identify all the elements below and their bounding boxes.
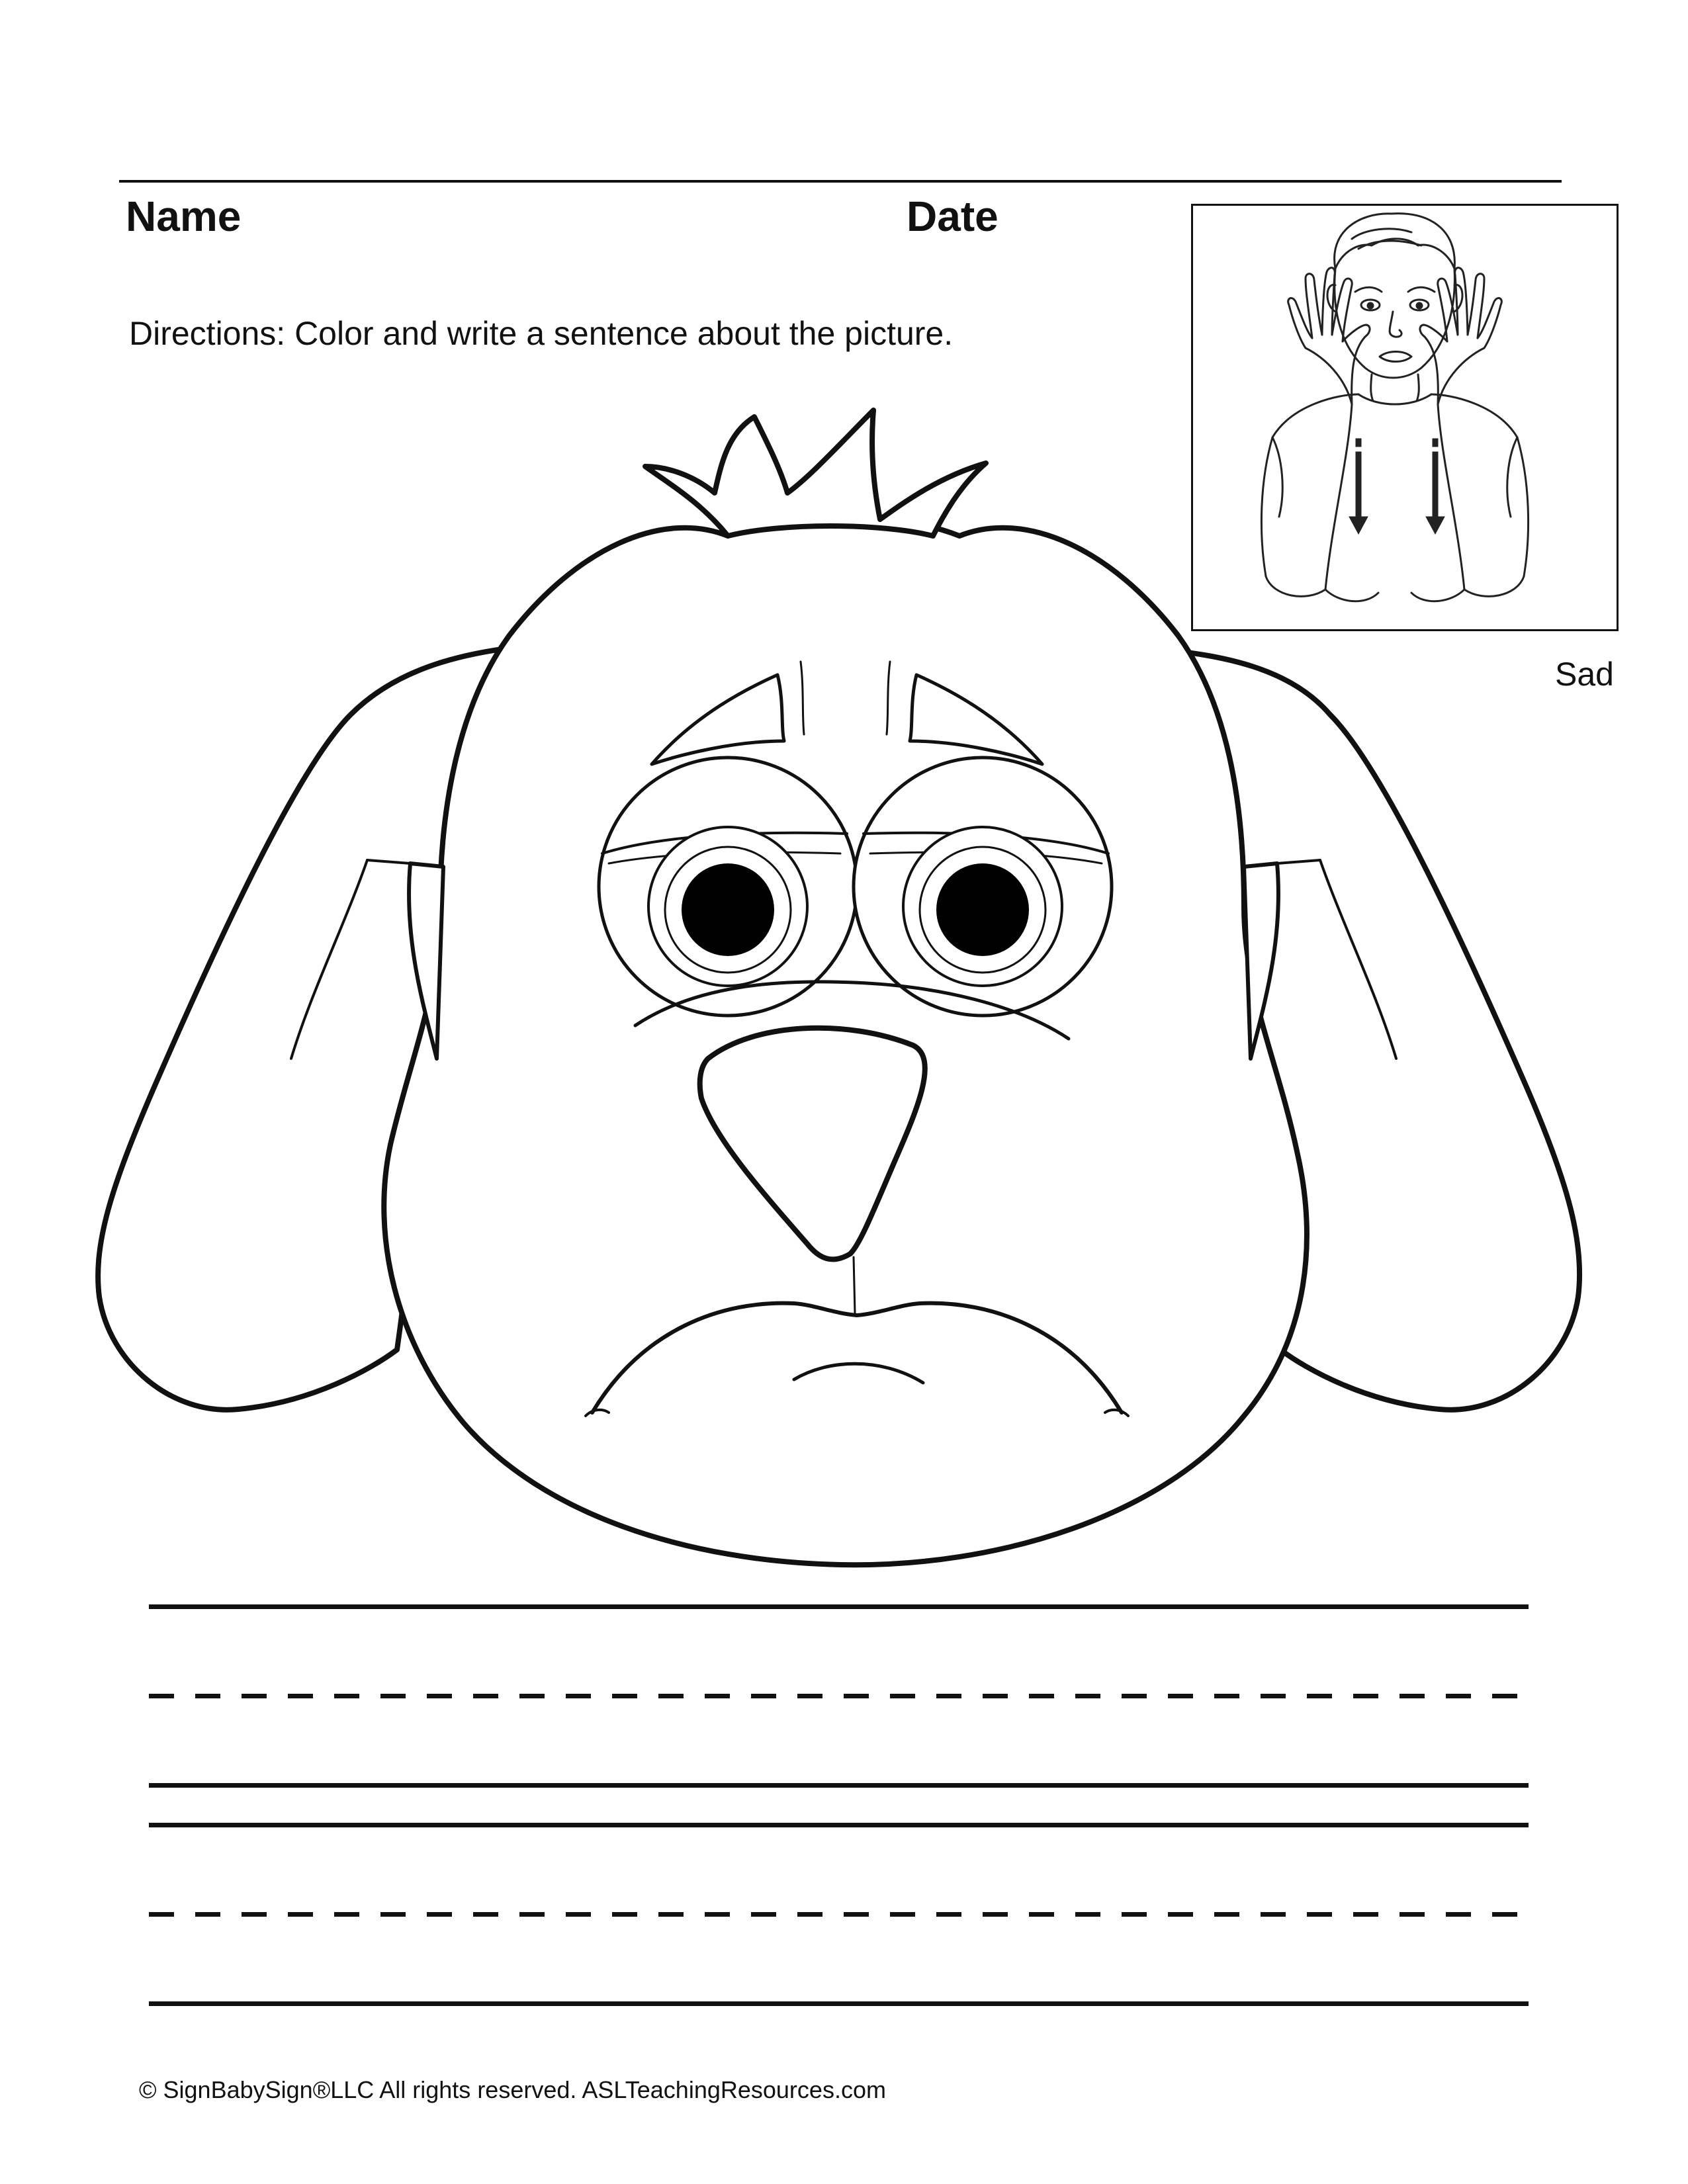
name-label: Name (126, 193, 242, 240)
writing-dashed-midline (149, 1694, 1532, 1698)
writing-top-line (149, 1604, 1529, 1609)
directions-text: Directions: Color and write a sentence about the picture. (129, 315, 954, 352)
copyright-footer: © SignBabySign®LLC All rights reserved. ASLTeachingResources.com (139, 2076, 886, 2103)
date-label: Date (907, 193, 999, 240)
writing-dashed-midline (149, 1912, 1532, 1917)
sign-caption: Sad (1555, 656, 1614, 693)
writing-base-line (149, 2001, 1529, 2006)
writing-top-line (149, 1823, 1529, 1827)
hair-tuft (645, 410, 986, 536)
writing-base-line (149, 1783, 1529, 1788)
